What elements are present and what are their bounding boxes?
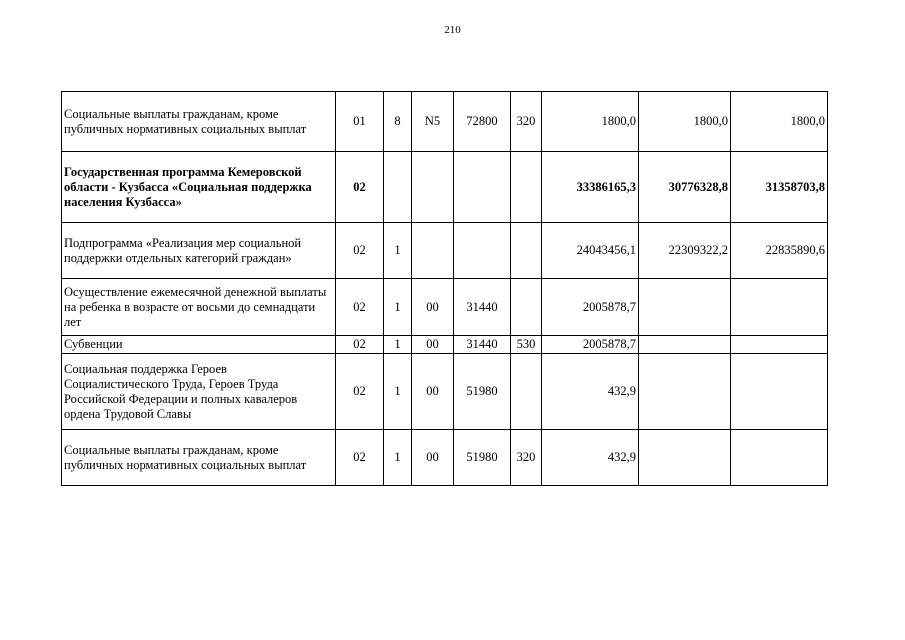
program-code-cell: 02 [336,152,384,223]
amount-year1-cell: 1800,0 [542,92,639,152]
subprogram-code-cell: 1 [384,336,412,354]
amount-year2-cell [639,336,731,354]
expense-type-code-cell: 320 [511,430,542,486]
main-activity-code-cell: 00 [412,430,454,486]
amount-year3-cell: 22835890,6 [731,223,828,279]
program-code-cell: 02 [336,223,384,279]
amount-year3-cell [731,336,828,354]
amount-year1-cell: 2005878,7 [542,279,639,336]
subprogram-code-cell: 1 [384,223,412,279]
row-name-cell: Подпрограмма «Реализация мер социальной поддержки отдельных категорий граждан» [62,223,336,279]
expense-type-code-cell [511,354,542,430]
amount-year2-cell [639,279,731,336]
table-row [62,92,828,152]
amount-year3-cell [731,279,828,336]
main-activity-code-cell [412,152,454,223]
amount-year1-cell: 2005878,7 [542,336,639,354]
table-row [62,152,828,223]
subprogram-code-cell: 1 [384,354,412,430]
expense-type-code-cell [511,223,542,279]
amount-year2-cell [639,430,731,486]
budget-table-body [62,92,828,486]
row-name-cell: Социальные выплаты гражданам, кроме публичных нормативных социальных выплат [62,430,336,486]
table-row [62,430,828,486]
amount-year2-cell: 22309322,2 [639,223,731,279]
row-name-cell: Государственная программа Кемеровской области - Кузбасса «Социальная поддержка населения Кузбасса» [62,152,336,223]
direction-code-cell: 31440 [454,279,511,336]
main-activity-code-cell [412,223,454,279]
table-row [62,279,828,336]
amount-year3-cell [731,430,828,486]
row-name-cell: Субвенции [62,336,336,354]
amount-year1-cell: 432,9 [542,430,639,486]
program-code-cell: 02 [336,430,384,486]
expense-type-code-cell [511,279,542,336]
main-activity-code-cell: 00 [412,279,454,336]
amount-year3-cell [731,354,828,430]
amount-year1-cell: 33386165,3 [542,152,639,223]
amount-year1-cell: 24043456,1 [542,223,639,279]
amount-year3-cell: 31358703,8 [731,152,828,223]
amount-year1-cell: 432,9 [542,354,639,430]
expense-type-code-cell [511,152,542,223]
direction-code-cell [454,152,511,223]
main-activity-code-cell: 00 [412,336,454,354]
program-code-cell: 01 [336,92,384,152]
direction-code-cell: 51980 [454,354,511,430]
expense-type-code-cell: 530 [511,336,542,354]
direction-code-cell: 31440 [454,336,511,354]
subprogram-code-cell: 1 [384,430,412,486]
amount-year3-cell: 1800,0 [731,92,828,152]
amount-year2-cell: 1800,0 [639,92,731,152]
subprogram-code-cell: 1 [384,279,412,336]
subprogram-code-cell [384,152,412,223]
program-code-cell: 02 [336,354,384,430]
main-activity-code-cell: 00 [412,354,454,430]
budget-table [61,91,828,486]
program-code-cell: 02 [336,336,384,354]
subprogram-code-cell: 8 [384,92,412,152]
row-name-cell: Осуществление ежемесячной денежной выплаты на ребенка в возрасте от восьми до семнадцати лет [62,279,336,336]
amount-year2-cell: 30776328,8 [639,152,731,223]
program-code-cell: 02 [336,279,384,336]
direction-code-cell: 72800 [454,92,511,152]
amount-year2-cell [639,354,731,430]
expense-type-code-cell: 320 [511,92,542,152]
direction-code-cell: 51980 [454,430,511,486]
page-number: 210 [444,24,461,36]
table-row [62,336,828,354]
table-row [62,223,828,279]
main-activity-code-cell: N5 [412,92,454,152]
row-name-cell: Социальные выплаты гражданам, кроме публичных нормативных социальных выплат [62,92,336,152]
direction-code-cell [454,223,511,279]
row-name-cell: Социальная поддержка Героев Социалистического Труда, Героев Труда Российской Федерации и полных кавалеров ордена Трудовой Славы [62,354,336,430]
table-row [62,354,828,430]
